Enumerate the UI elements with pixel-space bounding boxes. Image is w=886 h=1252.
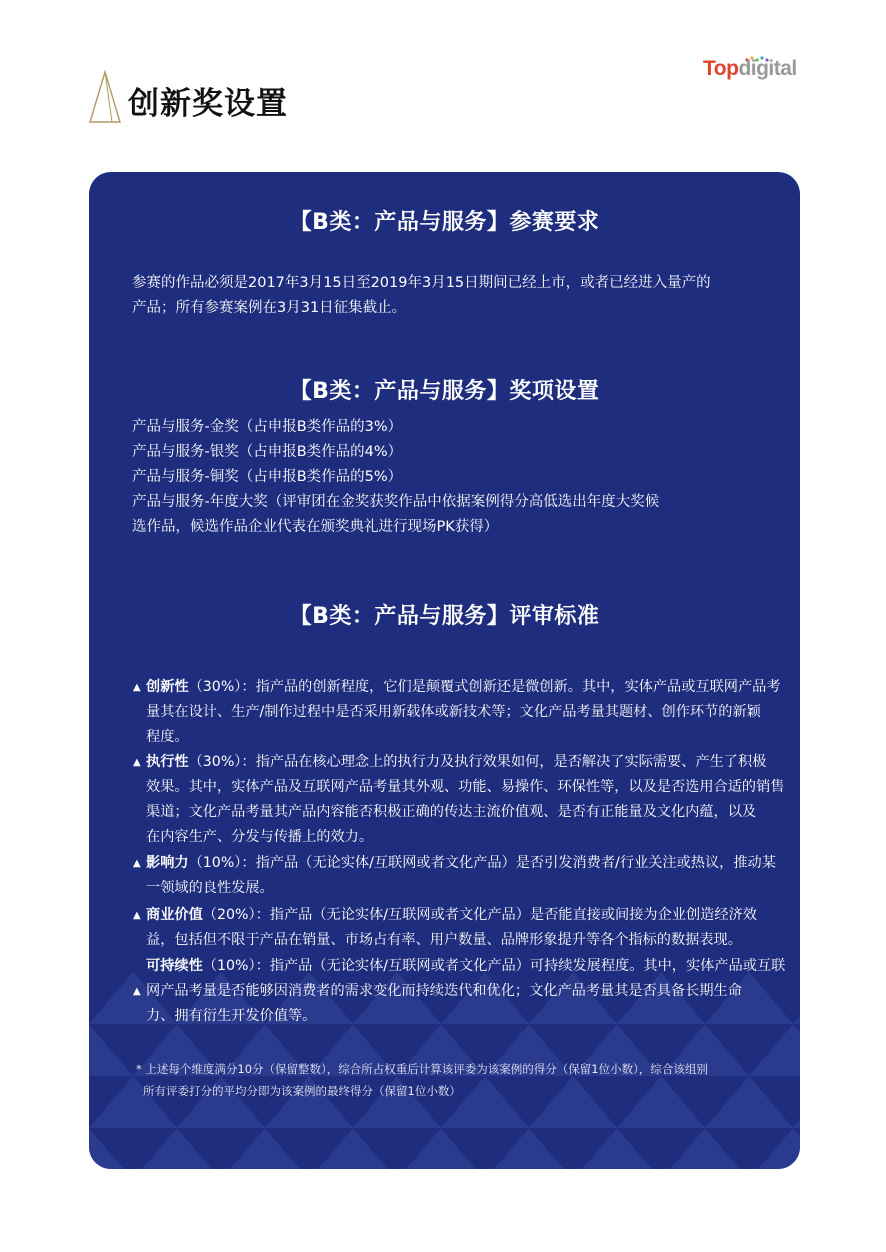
criterion-term: 可持续性 (146, 958, 203, 974)
pattern-triangle (793, 1076, 800, 1128)
criterion-influence (146, 851, 776, 901)
footnote-line: 所有评委打分的平均分即为该案例的最终得分（保留1位小数） (143, 1084, 461, 1098)
pattern-triangle (485, 1128, 573, 1169)
criterion-line: 效果。其中，实体产品及互联网产品考量其外观、功能、易操作、环保性等，以及是否选用合适的销售 (146, 779, 785, 795)
requirements-heading: 【B类：产品与服务】参赛要求 (289, 210, 600, 235)
award-item: 产品与服务-金奖（占申报B类作品的3%） (132, 419, 403, 435)
bullet-triangle-icon: ▲ (133, 757, 141, 768)
page-title: 创新奖设置 (128, 86, 288, 122)
pattern-triangle (573, 1128, 661, 1169)
bullet-triangle-icon: ▲ (133, 682, 141, 693)
criterion-line: 指产品在核心理念上的执行力及执行效果如何，是否解决了实际需要、产生了积极 (255, 754, 767, 770)
pattern-triangle (133, 1128, 221, 1169)
pattern-triangle (309, 1128, 397, 1169)
requirements-line: 产品；所有参赛案例在3月31日征集截止。 (132, 300, 407, 316)
bullet-triangle-icon: ▲ (133, 910, 141, 921)
criterion-weight: （30%）： (188, 679, 256, 695)
criterion-line: 网产品考量是否能够因消费者的需求变化而持续迭代和优化；文化产品考量其是否具备长期生命 (146, 983, 742, 999)
criterion-term: 商业价值 (146, 907, 203, 923)
criterion-term: 创新性 (146, 679, 189, 695)
pattern-triangle (705, 1076, 793, 1128)
criterion-line: 益，包括但不限于产品在销量、市场占有率、用户数量、品牌形象提升等各个指标的数据表现。 (146, 932, 742, 948)
bullet-triangle-icon: ▲ (133, 858, 141, 869)
criterion-line: 指产品（无论实体/互联网或者文化产品）是否能直接或间接为企业创造经济效 (269, 907, 757, 923)
criterion-weight: （10%）： (188, 855, 256, 871)
award-item: 产品与服务-银奖（占申报B类作品的4%） (132, 444, 403, 460)
criterion-weight: （10%）： (202, 958, 270, 974)
bullet-triangle-icon: ▲ (133, 986, 141, 997)
award-item: 选作品，候选作品企业代表在颁奖典礼进行现场PK获得） (132, 519, 499, 535)
criterion-execution (146, 750, 784, 850)
footnote-line: * 上述每个维度满分10分（保留整数），综合所占权重后计算该评委为该案例的得分（保留1位小数），综合该组别 (136, 1062, 708, 1076)
criterion-line: 力、拥有衍生开发价值等。 (146, 1008, 317, 1024)
criterion-line: 指产品的创新程度，它们是颠覆式创新还是微创新。其中，实体产品或互联网产品考 (255, 679, 781, 695)
criterion-weight: （20%）： (202, 907, 270, 923)
awards-list (132, 415, 659, 540)
requirements-text (132, 271, 711, 321)
criterion-weight: （30%）： (188, 754, 256, 770)
criteria-heading: 【B类：产品与服务】评审标准 (289, 604, 600, 629)
pattern-triangle (749, 1024, 800, 1076)
triangle-mark-icon (88, 70, 122, 124)
brand-logo-digital: digital (738, 57, 797, 80)
criterion-line: 在内容生产、分发与传播上的效力。 (146, 829, 374, 845)
criterion-line: 程度。 (146, 729, 189, 745)
award-item: 产品与服务-年度大奖（评审团在金奖获奖作品中依据案例得分高低选出年度大奖候 (132, 494, 660, 510)
criterion-business (146, 903, 757, 953)
award-item: 产品与服务-铜奖（占申报B类作品的5%） (132, 469, 403, 485)
criterion-line: 指产品（无论实体/互联网或者文化产品）是否引发消费者/行业关注或热议，推动某 (255, 855, 776, 871)
awards-heading: 【B类：产品与服务】奖项设置 (289, 379, 600, 404)
pattern-triangle (397, 1128, 485, 1169)
requirements-line: 参赛的作品必须是2017年3月15日至2019年3月15日期间已经上市，或者已经进入量产的 (132, 275, 711, 291)
criterion-innovation (146, 675, 781, 750)
criterion-line: 一领域的良性发展。 (146, 880, 274, 896)
criterion-sustainability (146, 954, 785, 1029)
criterion-line: 量其在设计、生产/制作过程中是否采用新载体或新技术等；文化产品考量其题材、创作环节的新颖 (146, 704, 761, 720)
footnote (136, 1058, 708, 1102)
brand-logo (703, 57, 797, 81)
pattern-triangle (89, 1024, 133, 1076)
pattern-triangle (661, 1128, 749, 1169)
pattern-triangle (89, 1128, 133, 1169)
criterion-term: 影响力 (146, 855, 189, 871)
brand-logo-top: Top (703, 57, 739, 80)
pattern-triangle (749, 1128, 800, 1169)
pattern-triangle (793, 972, 800, 1024)
criterion-line: 渠道；文化产品考量其产品内容能否积极正确的传达主流价值观、是否有正能量及文化内蕴，以及 (146, 804, 757, 820)
content-panel (89, 172, 800, 1169)
pattern-triangle (221, 1128, 309, 1169)
criterion-line: 指产品（无论实体/互联网或者文化产品）可持续发展程度。其中，实体产品或互联 (269, 958, 786, 974)
criterion-term: 执行性 (146, 754, 189, 770)
